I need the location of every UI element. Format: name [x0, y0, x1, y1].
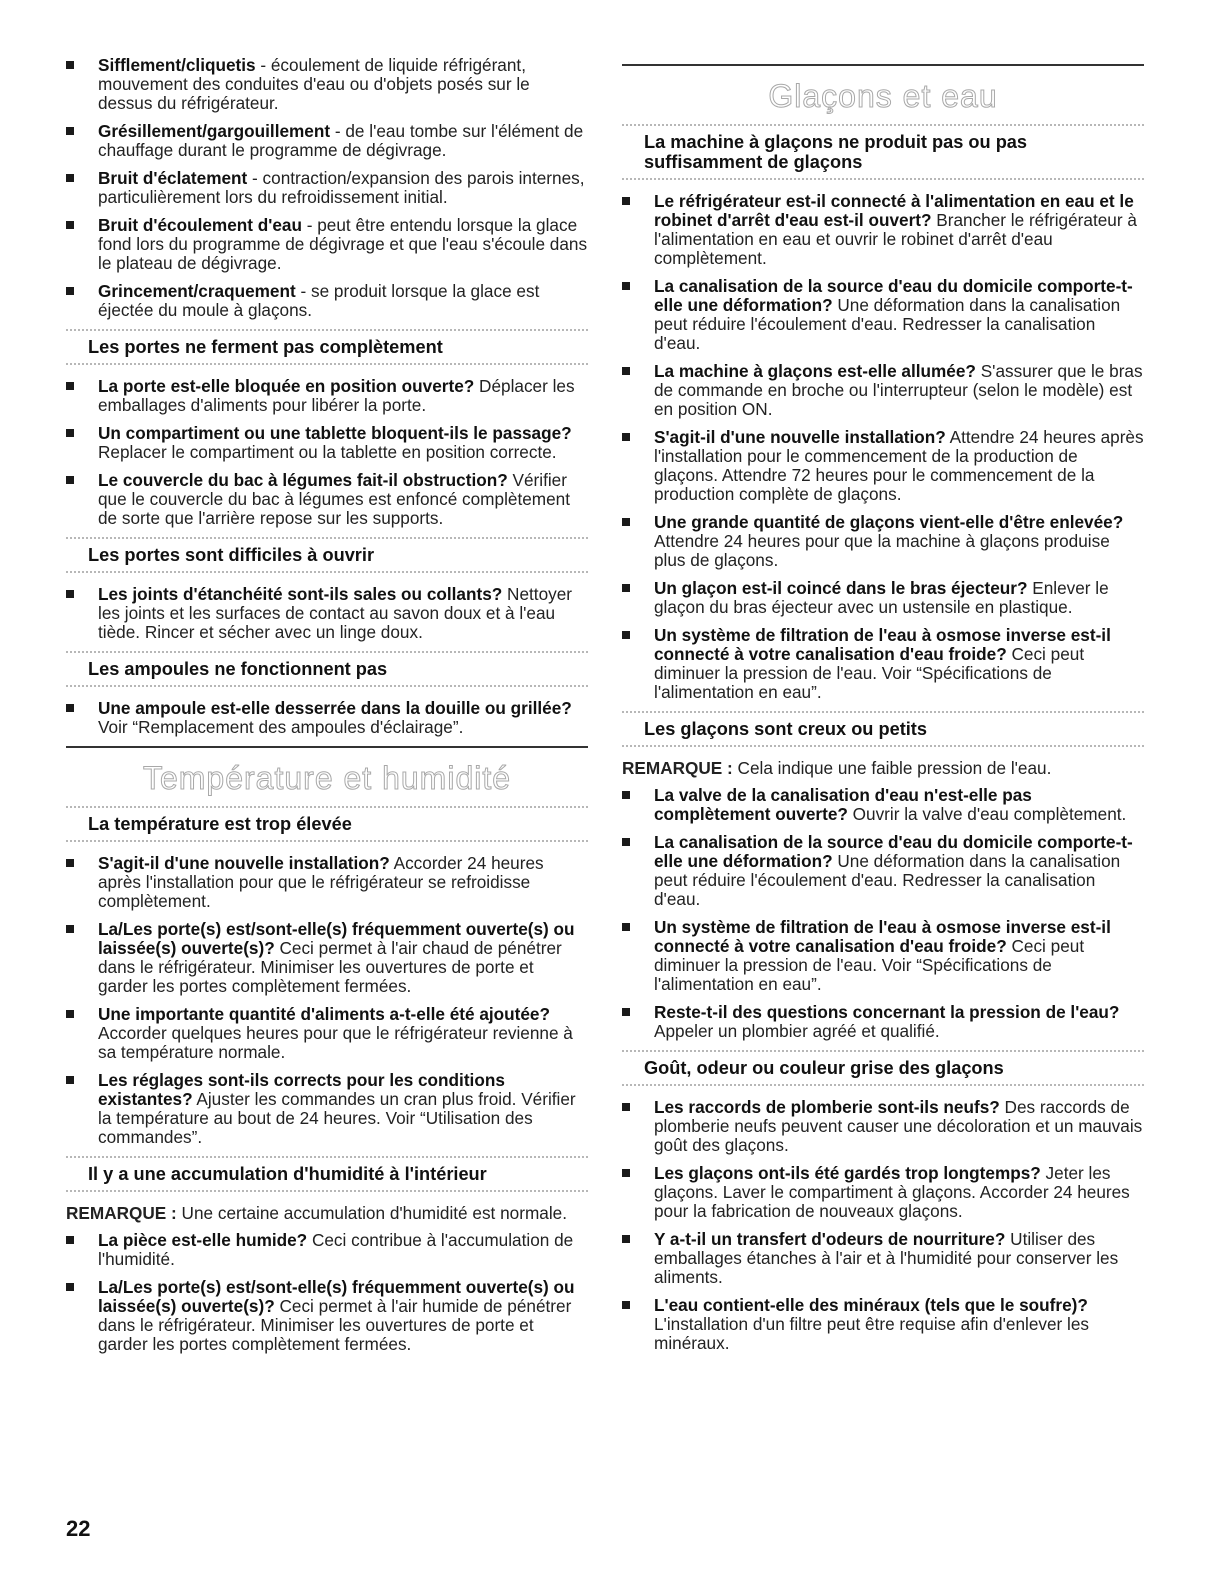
subheading-humidity: Il y a une accumulation d'humidité à l'intérieur	[66, 1156, 588, 1192]
list-item: Une grande quantité de glaçons vient-elle d'être enlevée? Attendre 24 heures pour que la machine à glaçons produise plus de glaçons.	[622, 513, 1144, 570]
subheading-doors-hard-to-open: Les portes sont difficiles à ouvrir	[66, 537, 588, 573]
subheading-bulbs: Les ampoules ne fonctionnent pas	[66, 651, 588, 687]
list-item: Un glaçon est-il coincé dans le bras éjecteur? Enlever le glaçon du bras éjecteur avec un ustensile en plastique.	[622, 579, 1144, 617]
list-item: Y a-t-il un transfert d'odeurs de nourriture? Utiliser des emballages étanches à l'air et à l'humidité pour conserver les aliments.	[622, 1230, 1144, 1287]
list-item: Grincement/craquement - se produit lorsque la glace est éjectée du moule à glaçons.	[66, 282, 588, 320]
subheading-doors-not-closing: Les portes ne ferment pas complètement	[66, 329, 588, 365]
list-item: Un système de filtration de l'eau à osmose inverse est-il connecté à votre canalisation d'eau froide? Ceci peut diminuer la pression de l'eau. Voir “Spécifications de l'alimentation en eau”.	[622, 918, 1144, 994]
list-item: La/Les porte(s) est/sont-elle(s) fréquemment ouverte(s) ou laissée(s) ouverte(s)? Ceci permet à l'air humide de pénétrer dans le réfrigérateur. Minimiser les ouvertures de porte et garder les portes complètement fermées.	[66, 1278, 588, 1354]
list-item: Reste-t-il des questions concernant la pression de l'eau? Appeler un plombier agréé et qualifié.	[622, 1003, 1144, 1041]
list-item: La porte est-elle bloquée en position ouverte? Déplacer les emballages d'aliments pour libérer la porte.	[66, 377, 588, 415]
list-item: La valve de la canalisation d'eau n'est-elle pas complètement ouverte? Ouvrir la valve d'eau complètement.	[622, 786, 1144, 824]
section-title-ice-water: Glaçons et eau	[768, 78, 998, 114]
list-item: Les raccords de plomberie sont-ils neufs? Des raccords de plomberie neufs peuvent causer une décoloration et un mauvais goût des glaçons.	[622, 1098, 1144, 1155]
list-item: Bruit d'écoulement d'eau - peut être entendu lorsque la glace fond lors du programme de dégivrage et que l'eau s'écoule dans le plateau de dégivrage.	[66, 216, 588, 273]
subheading-temp-high: La température est trop élevée	[66, 806, 588, 842]
list-item: Bruit d'éclatement - contraction/expansion des parois internes, particulièrement lors du refroidissement initial.	[66, 169, 588, 207]
note: REMARQUE : Cela indique une faible pression de l'eau.	[622, 758, 1052, 778]
list-item: Grésillement/gargouillement - de l'eau tombe sur l'élément de chauffage durant le programme de dégivrage.	[66, 122, 588, 160]
note: REMARQUE : Une certaine accumulation d'humidité est normale.	[66, 1203, 567, 1223]
list-item: La pièce est-elle humide? Ceci contribue à l'accumulation de l'humidité.	[66, 1231, 588, 1269]
page-number: 22	[66, 1516, 91, 1541]
subheading-hollow-ice: Les glaçons sont creux ou petits	[622, 711, 1144, 747]
list-item: S'agit-il d'une nouvelle installation? Accorder 24 heures après l'installation pour que le réfrigérateur se refroidisse complètement.	[66, 854, 588, 911]
list-item: La canalisation de la source d'eau du domicile comporte-t-elle une déformation? Une déformation dans la canalisation peut réduire l'écoulement d'eau. Redresser la canalisation d'eau.	[622, 277, 1144, 353]
list-item: La machine à glaçons est-elle allumée? S'assurer que le bras de commande en broche ou l'interrupteur (selon le modèle) est en position ON.	[622, 362, 1144, 419]
left-column	[66, 56, 588, 1363]
list-item: Les joints d'étanchéité sont-ils sales ou collants? Nettoyer les joints et les surfaces de contact au savon doux et à l'eau tiède. Rincer et sécher avec un linge doux.	[66, 585, 588, 642]
noise-list	[66, 56, 588, 320]
list-item: La canalisation de la source d'eau du domicile comporte-t-elle une déformation? Une déformation dans la canalisation peut réduire l'écoulement d'eau. Redresser la canalisation d'eau.	[622, 833, 1144, 909]
list-item: Les réglages sont-ils corrects pour les conditions existantes? Ajuster les commandes un cran plus froid. Vérifier la température au bout de 24 heures. Voir “Utilisation des commandes”.	[66, 1071, 588, 1147]
subheading-ice-maker: La machine à glaçons ne produit pas ou pas suffisamment de glaçons	[622, 124, 1144, 180]
list-item: Une ampoule est-elle desserrée dans la douille ou grillée? Voir “Remplacement des ampoules d'éclairage”.	[66, 699, 588, 737]
right-column	[622, 64, 1144, 1362]
list-item: Sifflement/cliquetis - écoulement de liquide réfrigérant, mouvement des conduites d'eau ou d'objets posés sur le dessus du réfrigérateur.	[66, 56, 588, 113]
list-item: S'agit-il d'une nouvelle installation? Attendre 24 heures après l'installation pour le commencement de la production de glaçons. Attendre 72 heures pour le commencement de la production complète de glaçons.	[622, 428, 1144, 504]
list-item: Un compartiment ou une tablette bloquent-ils le passage? Replacer le compartiment ou la tablette en position correcte.	[66, 424, 588, 462]
list-item: Le réfrigérateur est-il connecté à l'alimentation en eau et le robinet d'arrêt d'eau est-il ouvert? Brancher le réfrigérateur à l'alimentation en eau et ouvrir le robinet d'arrêt d'eau complètement.	[622, 192, 1144, 268]
list-item: L'eau contient-elle des minéraux (tels que le soufre)? L'installation d'un filtre peut être requise afin d'enlever les minéraux.	[622, 1296, 1144, 1353]
section-title-temperature: Température et humidité	[142, 760, 512, 796]
list-item: Une importante quantité d'aliments a-t-elle été ajoutée? Accorder quelques heures pour que le réfrigérateur revienne à sa température normale.	[66, 1005, 588, 1062]
list-item: Un système de filtration de l'eau à osmose inverse est-il connecté à votre canalisation d'eau froide? Ceci peut diminuer la pression de l'eau. Voir “Spécifications de l'alimentation en eau”.	[622, 626, 1144, 702]
subheading-taste-odor: Goût, odeur ou couleur grise des glaçons	[622, 1050, 1144, 1086]
list-item: La/Les porte(s) est/sont-elle(s) fréquemment ouverte(s) ou laissée(s) ouverte(s)? Ceci permet à l'air chaud de pénétrer dans le réfrigérateur. Minimiser les ouvertures de porte et garder les portes complètement fermées.	[66, 920, 588, 996]
list-item: Le couvercle du bac à légumes fait-il obstruction? Vérifier que le couvercle du bac à légumes est enfoncé complètement de sorte que l'arrière repose sur les supports.	[66, 471, 588, 528]
list-item: Les glaçons ont-ils été gardés trop longtemps? Jeter les glaçons. Laver le compartiment à glaçons. Accorder 24 heures pour la fabrication de nouveaux glaçons.	[622, 1164, 1144, 1221]
